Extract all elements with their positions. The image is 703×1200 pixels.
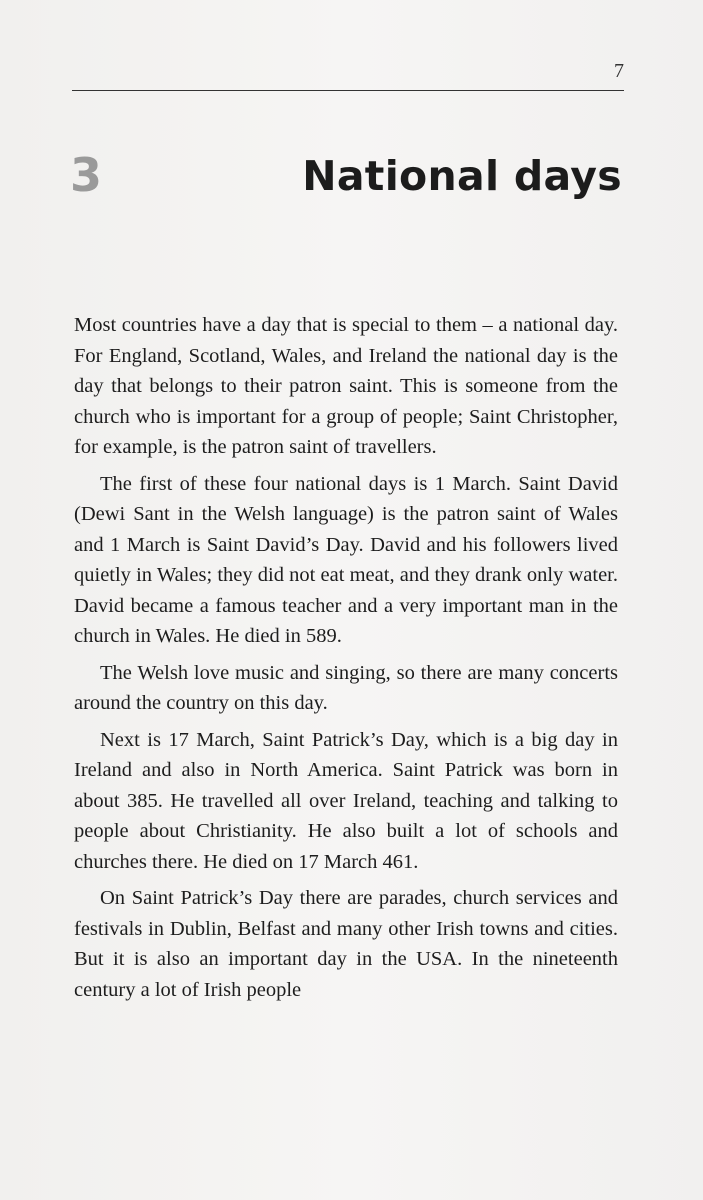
body-text: [74, 310, 618, 1011]
paragraph: Most countries have a day that is special to them – a national day. For England, Scotland, Wales, and Ireland the national day is the day that belongs to their patron saint. This is someone from the church who is important for a group of people; Saint Christopher, for example, is the patron saint of travellers.: [74, 314, 618, 458]
paragraph: The Welsh love music and singing, so there are many concerts around the country on this day.: [74, 661, 618, 714]
paragraph: On Saint Patrick’s Day there are parades, church services and festivals in Dublin, Belfast and many other Irish towns and cities. But it is also an important day in the USA. In the nineteenth century a lot of Irish people: [74, 887, 618, 1001]
chapter-title: National days: [302, 152, 622, 200]
paragraph: The first of these four national days is 1 March. Saint David (Dewi Sant in the Welsh language) is the patron saint of Wales and 1 March is Saint David’s Day. David and his followers lived quietly in Wales; they did not eat meat, and they drank only water. David became a famous teacher and a very important man in the church in Wales. He died in 589.: [74, 472, 618, 647]
paragraph: Next is 17 March, Saint Patrick’s Day, which is a big day in Ireland and also in North America. Saint Patrick was born in about 385. He travelled all over Ireland, teaching and talking to people about Christianity. He also built a lot of schools and churches there. He died on 17 March 461.: [74, 728, 618, 873]
header-rule: [72, 90, 624, 91]
page-number: 7: [614, 60, 624, 82]
chapter-number: 3: [70, 148, 103, 202]
